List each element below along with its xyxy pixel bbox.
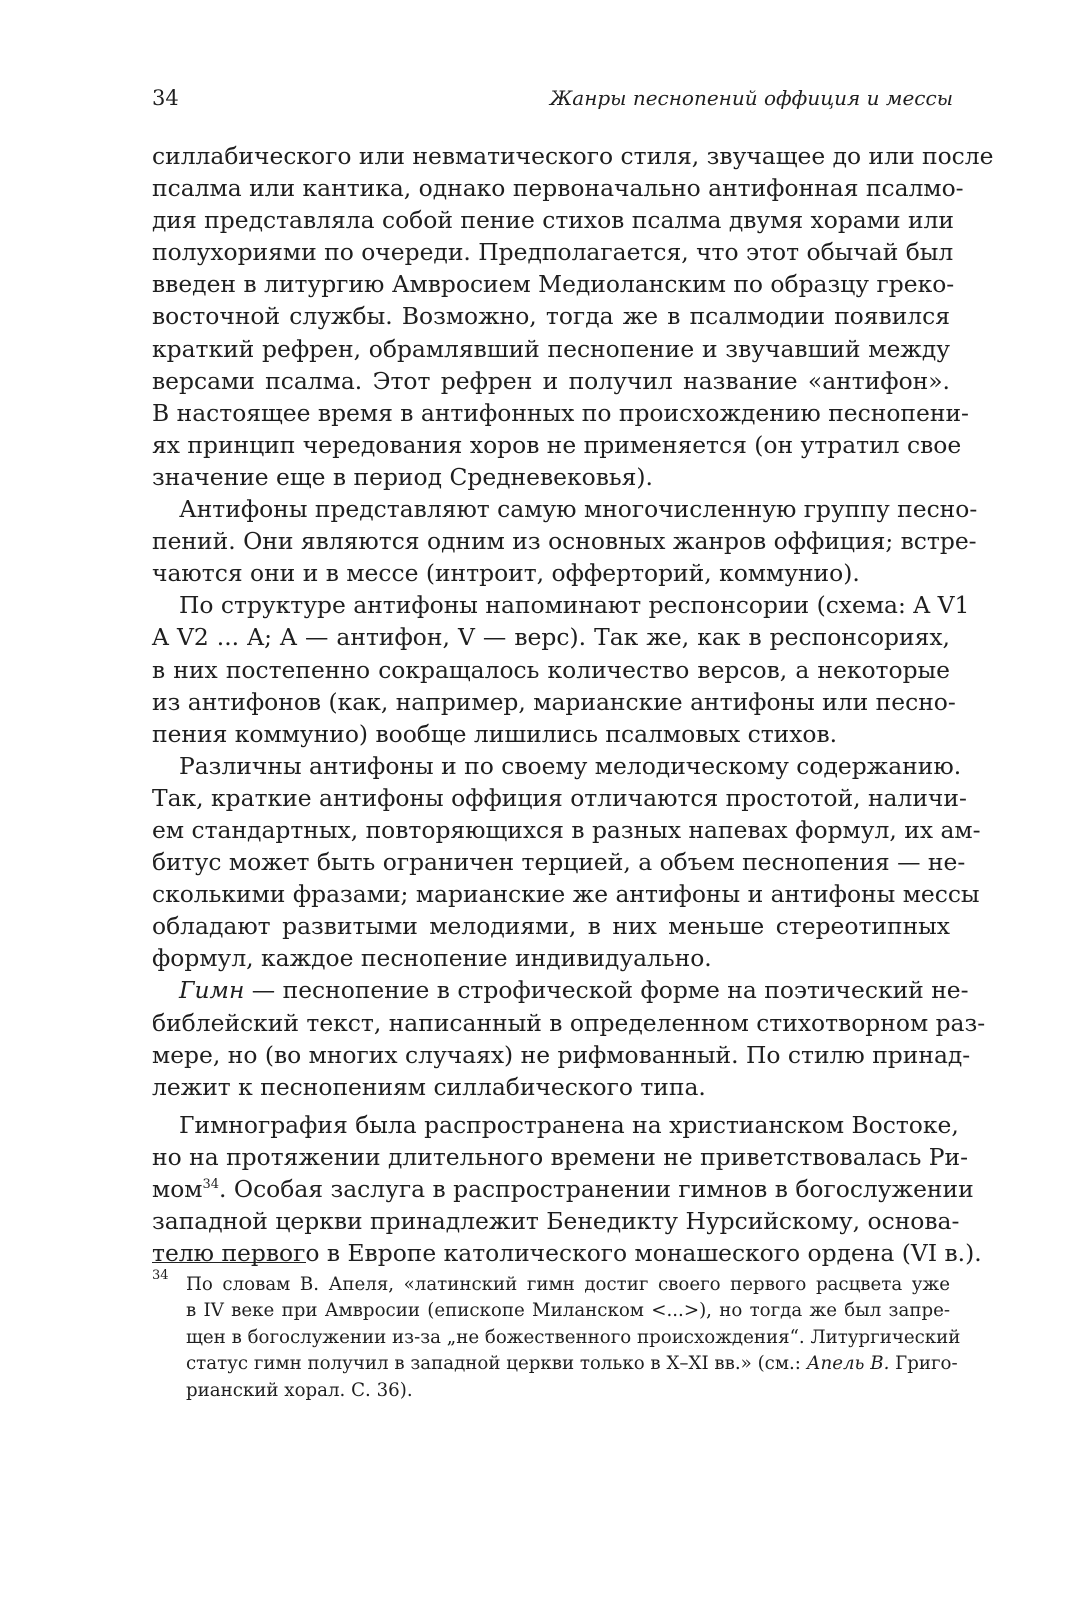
paragraph (152, 974, 986, 1102)
text-fragment: Григо- (889, 1353, 958, 1375)
text-line: краткий рефрен, обрамлявший песнопение и звучавший между (152, 334, 950, 363)
text-line: Различны антифоны и по своему мелодическому содержанию. (179, 751, 962, 780)
term-gimn: Гимн (179, 976, 245, 1005)
text-line: обладают развитыми мелодиями, в них меньше стереотипных (152, 912, 950, 941)
text-line (152, 1173, 974, 1205)
paragraph (152, 140, 994, 493)
main-text (152, 140, 994, 1269)
footnote-line: рианский хорал. С. 36). (186, 1379, 413, 1401)
text-line: из антифонов (как, например, марианские антифоны или песно- (152, 687, 956, 716)
text-fragment: статус гимн получил в западной церкви только в X–XI вв.» (см.: (186, 1353, 807, 1375)
footnote-line: в IV веке при Амвросии (епископе Миланском <...>), но тогда же был запре- (186, 1300, 950, 1322)
text-line: По структуре антифоны напоминают респонсории (схема: A V1 (179, 591, 970, 620)
text-line: В настоящее время в антифонных по происхождению песнопени- (152, 398, 969, 427)
text-line: A V2 ... A; A — антифон, V — верс). Так же, как в респонсориях, (152, 623, 950, 652)
text-line: в них постепенно сокращалось количество версов, а некоторые (152, 655, 950, 684)
footnote-line: щен в богослужении из-за „не божественного происхождения“. Литургический (186, 1326, 961, 1348)
citation-author: Апель В. (806, 1353, 890, 1375)
text-line: версами псалма. Этот рефрен и получил название «антифон». (152, 366, 950, 395)
text-line: Гимнография была распространена на христианском Востоке, (179, 1110, 959, 1139)
text-line: сколькими фразами; марианские же антифоны и антифоны мессы (152, 880, 980, 909)
paragraph (152, 589, 970, 749)
text-line: лежит к песнопениям силлабического типа. (152, 1072, 706, 1101)
page-header (152, 86, 953, 110)
text-fragment: — песнопение в строфической форме на поэтический не- (244, 976, 969, 1005)
text-line: восточной службы. Возможно, тогда же в псалмодии появился (152, 302, 950, 331)
text-line: формул, каждое песнопение индивидуально. (152, 944, 712, 973)
text-line: телю первого в Европе католического монашеского ордена (VI в.). (152, 1239, 982, 1268)
text-line: Так, краткие антифоны оффиция отличаются простотой, наличи- (152, 783, 967, 812)
text-line: полухориями по очереди. Предполагается, что этот обычай был (152, 238, 954, 267)
footnote (152, 1268, 961, 1404)
footnote-line: По словам В. Апеля, «латинский гимн достиг своего первого расцвета уже (186, 1274, 950, 1295)
footnote-divider (152, 1262, 306, 1263)
text-line: ем стандартных, повторяющихся в разных напевах формул, их ам- (152, 815, 981, 844)
text-line: дия представляла собой пение стихов псалма двумя хорами или (152, 206, 955, 235)
text-fragment: мом (152, 1175, 203, 1203)
paragraph (152, 750, 981, 975)
text-line (152, 974, 969, 1006)
text-line: Антифоны представляют самую многочисленную группу песно- (179, 495, 978, 524)
text-line: библейский текст, написанный в определенном стихотворном раз- (152, 1008, 986, 1037)
text-line: чаются они и в мессе (интроит, офферторий, коммунио). (152, 559, 860, 588)
text-line: мере, но (во многих случаях) не рифмованный. По стилю принад- (152, 1040, 971, 1069)
text-line: западной церкви принадлежит Бенедикту Нурсийскому, основа- (152, 1207, 960, 1236)
text-line: пений. Они являются одним из основных жанров оффиция; встре- (152, 527, 977, 556)
paragraph (152, 493, 978, 589)
footnote-reference[interactable]: 34 (202, 1177, 220, 1193)
text-line: введен в литургию Амвросием Медиоланским по образцу греко- (152, 270, 955, 299)
footnote-line (152, 1351, 958, 1377)
text-line: силлабического или невматического стиля, звучащее до или после (152, 142, 994, 170)
page-number: 34 (152, 86, 179, 110)
text-line: но на протяжении длительного времени не приветствовалась Ри- (152, 1142, 968, 1171)
running-title: Жанры песнопений оффиция и мессы (549, 86, 953, 110)
footnote-marker: 34 (152, 1268, 169, 1283)
text-line: пения коммунио) вообще лишились псалмовых стихов. (152, 719, 838, 748)
text-line: значение еще в период Средневековья). (152, 462, 653, 491)
text-line: ях принцип чередования хоров не применяется (он утратил свое (152, 430, 962, 459)
text-fragment: . Особая заслуга в распространении гимнов в богослужении (219, 1175, 974, 1203)
paragraph (152, 1109, 982, 1269)
text-line: псалма или кантика, однако первоначально антифонная псалмо- (152, 174, 964, 203)
text-line: битус может быть ограничен терцией, а объем песнопения — не- (152, 848, 966, 877)
